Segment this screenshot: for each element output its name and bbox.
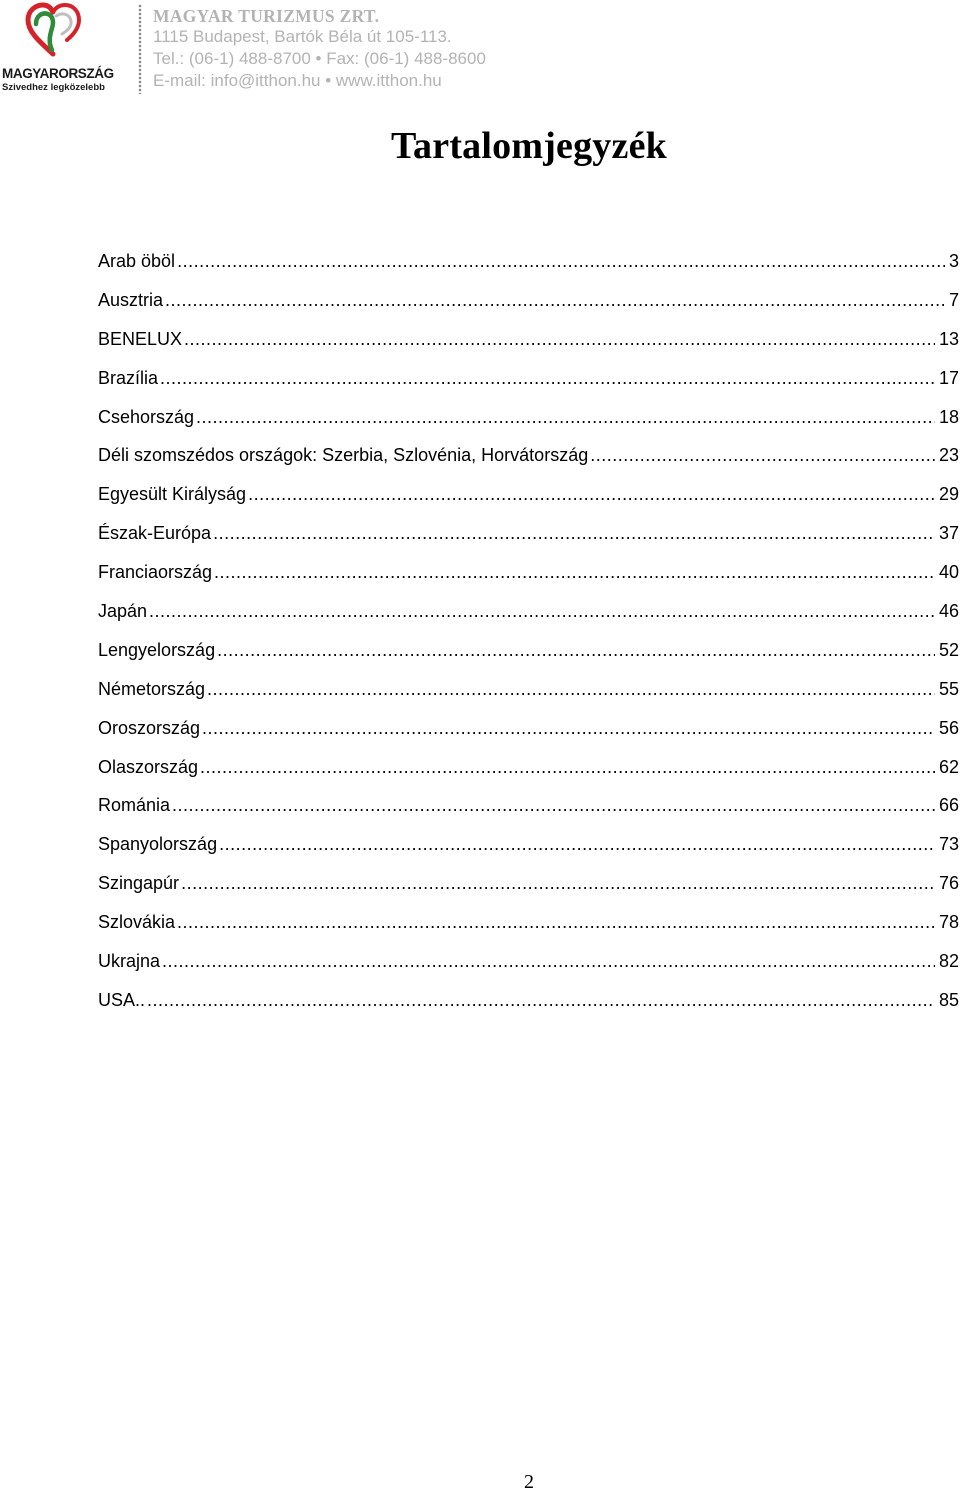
page-number: 2: [524, 1471, 534, 1493]
toc-leader-dots: [184, 329, 935, 350]
toc-entry-page: 17: [938, 367, 959, 388]
company-name: MAGYAR TURIZMUS ZRT.: [153, 6, 380, 26]
toc-entry-page: 56: [938, 717, 959, 738]
toc-entry-label: Németország: [98, 678, 206, 699]
toc-entry-page: 3: [948, 251, 959, 271]
toc-entry-label: Franciaország: [98, 562, 213, 583]
toc-leader-dots: [219, 834, 935, 855]
toc-entry[interactable]: [98, 757, 959, 796]
toc-entry[interactable]: [98, 912, 959, 951]
toc-leader-dots: [213, 523, 935, 544]
toc-entry[interactable]: [98, 718, 959, 757]
toc-entry[interactable]: [98, 407, 959, 446]
toc-entry-page: 29: [938, 484, 959, 505]
toc-entry[interactable]: [98, 445, 959, 484]
toc-entry-page: 78: [938, 912, 959, 933]
toc-leader-dots: [200, 757, 935, 778]
toc-entry[interactable]: [98, 640, 959, 679]
toc-entry-label: Spanyolország: [98, 834, 218, 855]
toc-entry[interactable]: [98, 873, 959, 912]
heart-ribbon-icon: [22, 2, 84, 60]
toc-entry[interactable]: [98, 290, 959, 329]
toc-entry-label: Oroszország: [98, 717, 201, 738]
toc-entry-page: 76: [938, 873, 959, 894]
magyarorszag-logo: [0, 2, 112, 94]
toc-leader-dots: [160, 368, 935, 389]
toc-leader-dots: [172, 795, 935, 816]
toc-entry-page: 40: [938, 562, 959, 583]
toc-leader-dots: [181, 873, 935, 894]
page-title: Tartalomjegyzék: [391, 125, 667, 167]
toc-entry-page: 82: [938, 951, 959, 972]
toc-entry[interactable]: [98, 795, 959, 834]
toc-entry-label: Egyesült Királyság: [98, 484, 247, 505]
toc-entry[interactable]: [98, 562, 959, 601]
toc-entry-page: 37: [938, 523, 959, 544]
company-address: 1115 Budapest, Bartók Béla út 105-113.: [153, 27, 452, 46]
toc-entry-page: 13: [938, 328, 959, 349]
toc-entry-page: 23: [938, 445, 959, 466]
toc-entry-label: Szingapúr: [98, 873, 180, 894]
toc-entry-label: BENELUX: [98, 328, 183, 349]
toc-entry-label: Ausztria: [98, 289, 164, 310]
toc-leader-dots: [248, 484, 935, 505]
toc-leader-dots: [207, 679, 935, 700]
toc-leader-dots: [217, 640, 935, 661]
toc-entry[interactable]: [98, 834, 959, 873]
page-header: [0, 0, 960, 100]
logo-slogan: Szivedhez legközelebb: [2, 82, 105, 93]
toc-leader-dots: [177, 251, 945, 272]
toc-leader-dots: [196, 407, 935, 428]
toc-entry-label: Ukrajna: [98, 951, 161, 972]
toc-leader-dots: [590, 445, 935, 466]
table-of-contents: [98, 251, 959, 1029]
toc-leader-dots: [165, 290, 945, 311]
toc-entry-page: 62: [938, 756, 959, 777]
toc-entry[interactable]: [98, 523, 959, 562]
toc-entry[interactable]: [98, 368, 959, 407]
toc-entry-page: 73: [938, 834, 959, 855]
toc-entry[interactable]: [98, 951, 959, 990]
toc-entry-page: 52: [938, 639, 959, 660]
company-info: [153, 6, 486, 92]
toc-entry-label: Észak-Európa: [98, 523, 212, 544]
toc-entry-label: Arab öböl: [98, 251, 176, 271]
toc-entry[interactable]: [98, 484, 959, 523]
logo-wordmark: MAGYARORSZÁG: [2, 66, 114, 81]
toc-leader-dots: [177, 912, 935, 933]
toc-entry-label: Szlovákia: [98, 912, 176, 933]
toc-leader-dots: [214, 562, 935, 583]
toc-leader-dots: [202, 718, 935, 739]
toc-entry-page: 7: [948, 289, 959, 310]
toc-entry-page: 46: [938, 601, 959, 622]
toc-leader-dots: [147, 990, 935, 1011]
toc-entry[interactable]: [98, 679, 959, 718]
toc-entry[interactable]: [98, 990, 959, 1029]
toc-entry-label: Románia: [98, 795, 171, 816]
toc-entry[interactable]: [98, 251, 959, 290]
toc-leader-dots: [162, 951, 935, 972]
header-divider: [138, 4, 142, 94]
toc-entry-page: 18: [938, 406, 959, 427]
toc-entry-page: 85: [938, 989, 959, 1010]
company-phone-fax: Tel.: (06-1) 488-8700 • Fax: (06-1) 488-8600: [153, 49, 486, 68]
toc-entry-label: Déli szomszédos országok: Szerbia, Szlovénia, Horvátország: [98, 445, 589, 466]
toc-entry-label: Brazília: [98, 367, 159, 388]
toc-entry-page: 55: [938, 678, 959, 699]
toc-entry-label: Csehország: [98, 406, 195, 427]
toc-entry[interactable]: [98, 329, 959, 368]
toc-entry-label: Japán: [98, 601, 148, 622]
toc-entry-label: Lengyelország: [98, 639, 216, 660]
toc-entry-label: Olaszország: [98, 756, 199, 777]
company-email-web: E-mail: info@itthon.hu • www.itthon.hu: [153, 71, 442, 90]
toc-entry-page: 66: [938, 795, 959, 816]
toc-entry-label: USA..: [98, 989, 146, 1010]
toc-leader-dots: [149, 601, 935, 622]
toc-entry[interactable]: [98, 601, 959, 640]
